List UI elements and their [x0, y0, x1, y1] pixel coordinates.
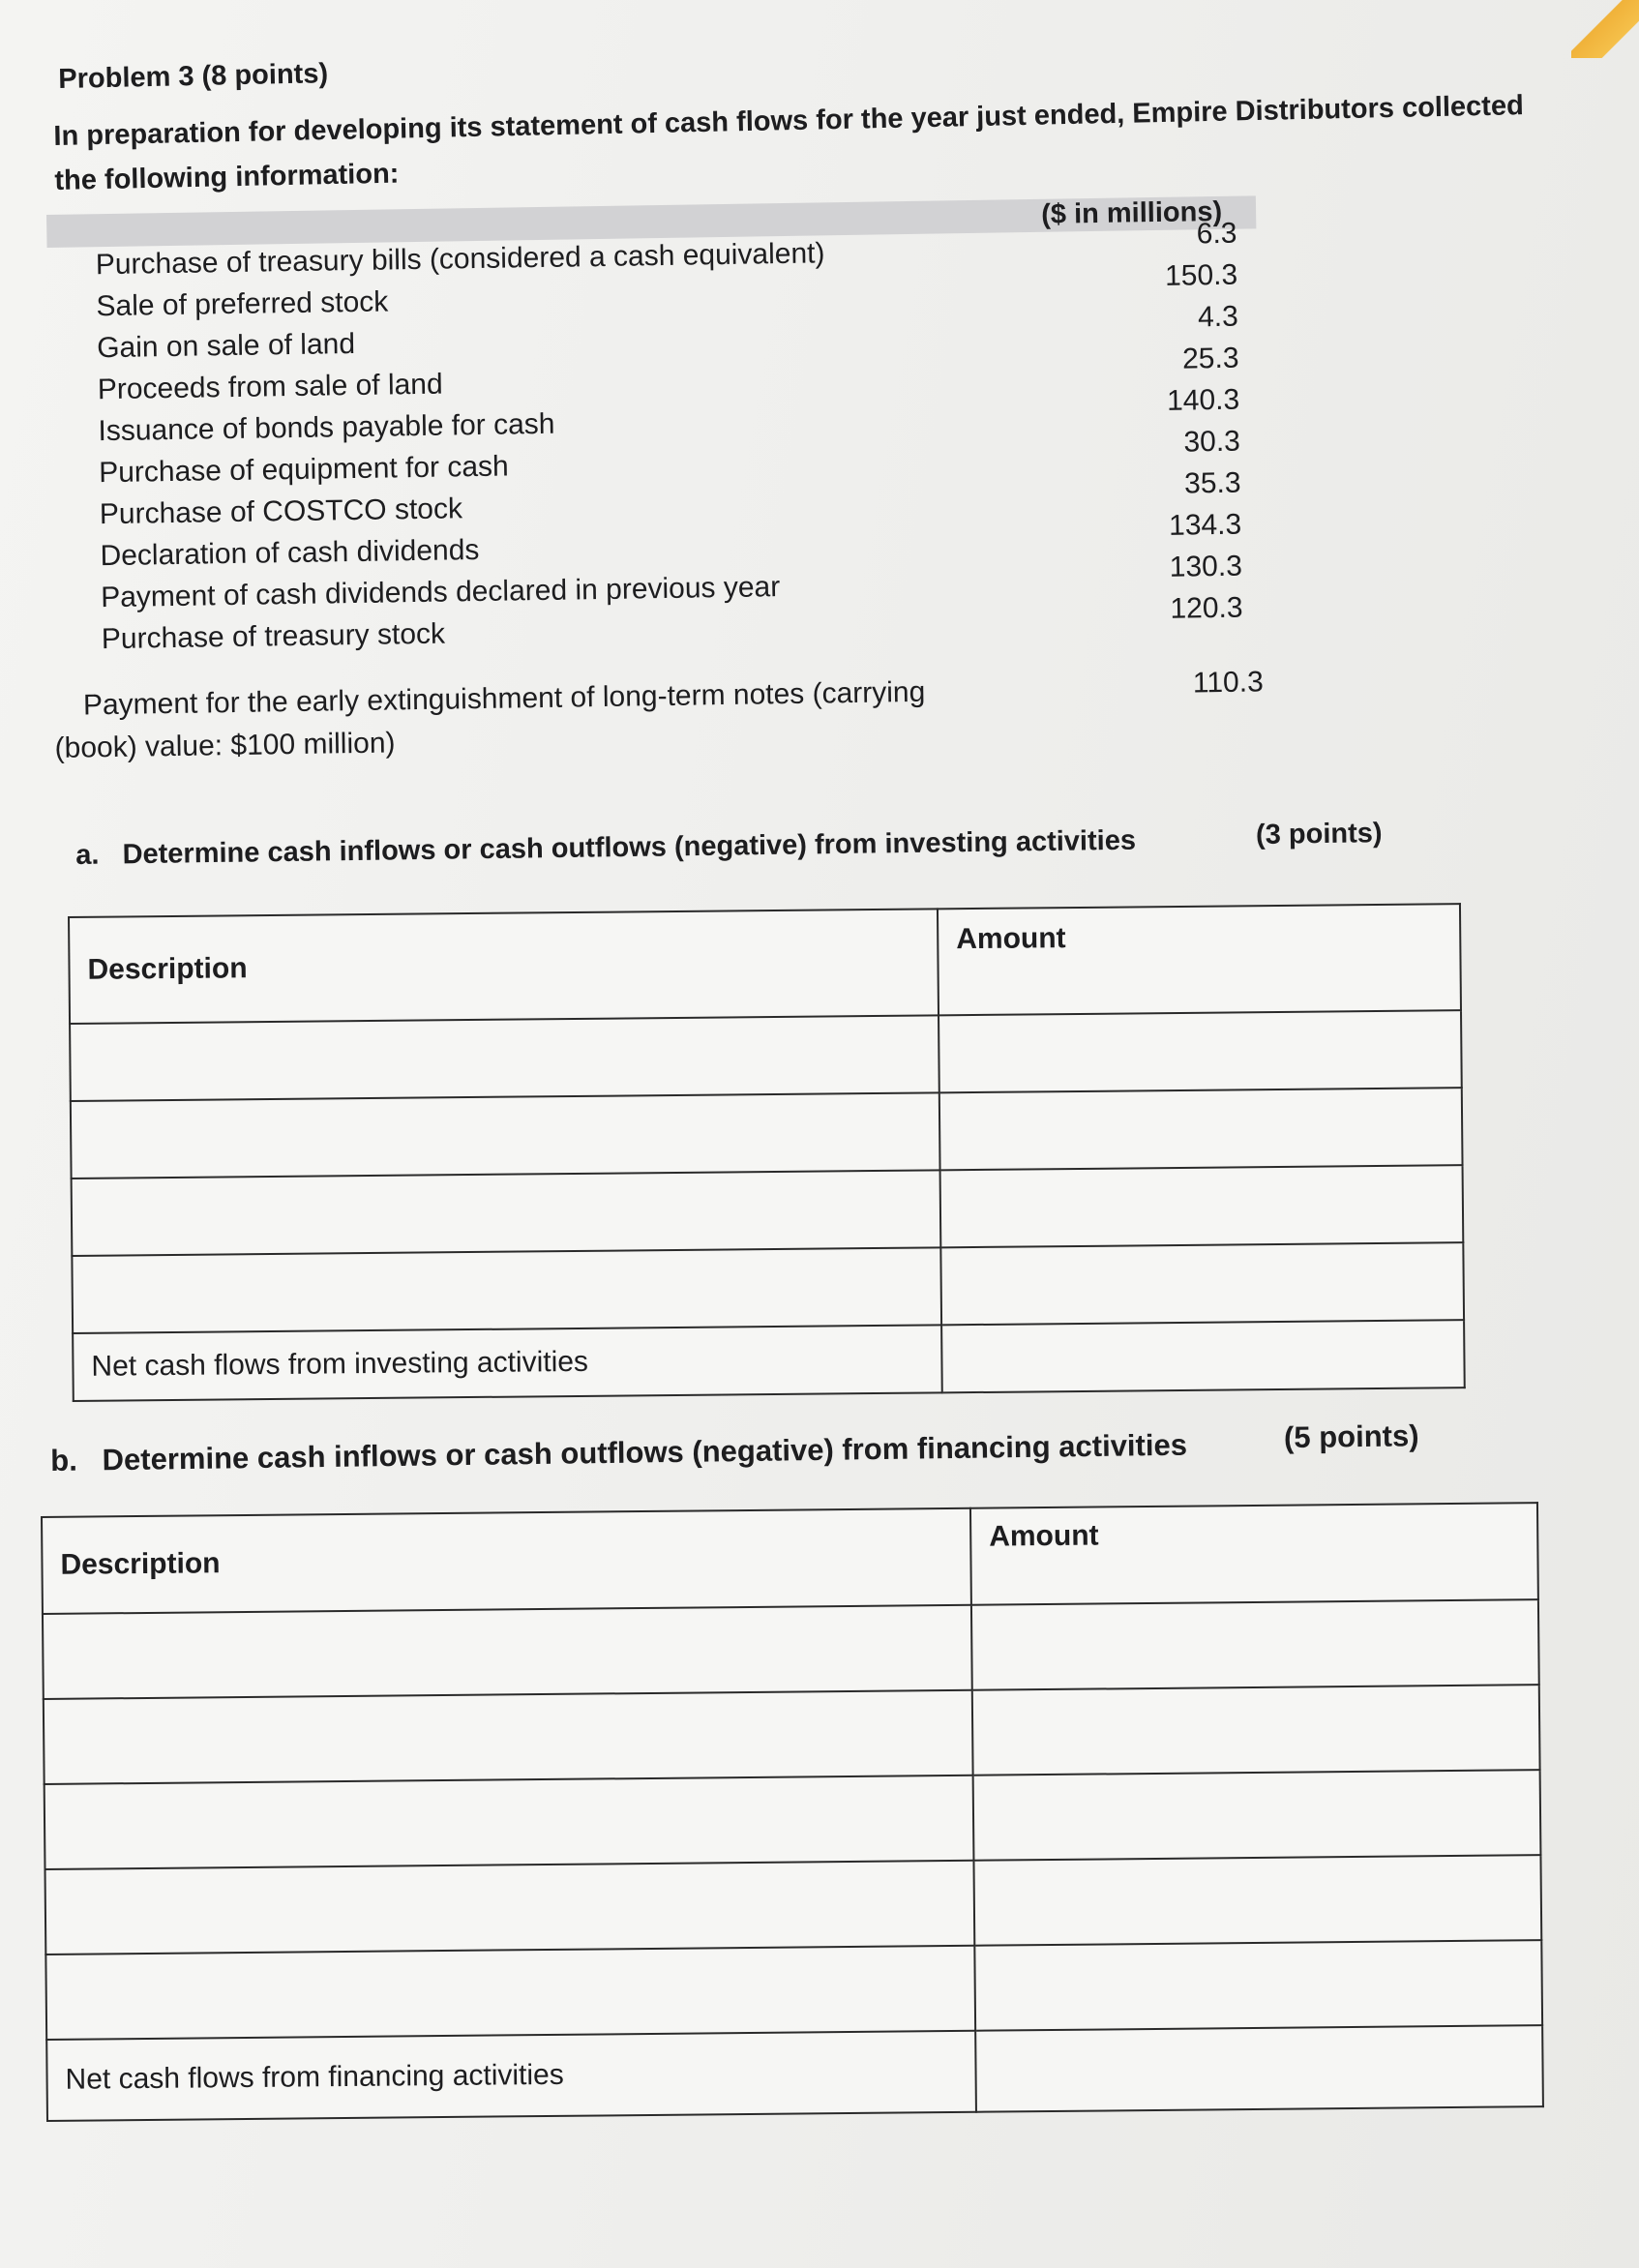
- part-b-marker: b.: [50, 1443, 78, 1477]
- table-header-row: [42, 1503, 1538, 1614]
- investing-answer-table: [68, 903, 1466, 1402]
- info-row-label: Declaration of cash dividends: [100, 534, 480, 573]
- part-a-question: [75, 818, 1391, 872]
- amount-cell[interactable]: [971, 1599, 1539, 1690]
- table-row: [72, 1242, 1464, 1333]
- info-row-label: Sale of preferred stock: [96, 285, 389, 323]
- info-row-value: 150.3: [1164, 258, 1238, 292]
- table-header-row: [69, 904, 1461, 1024]
- info-row-label: Gain on sale of land: [96, 328, 356, 365]
- amount-cell[interactable]: [939, 1088, 1463, 1170]
- description-header: Description: [69, 909, 939, 1024]
- info-row-value: 110.3: [1192, 666, 1264, 700]
- info-row-value: 6.3: [1196, 217, 1237, 251]
- net-investing-amount-cell[interactable]: [941, 1320, 1465, 1392]
- table-row: [71, 1088, 1463, 1179]
- information-table: [46, 195, 1265, 762]
- amount-cell[interactable]: [972, 1685, 1540, 1776]
- description-cell[interactable]: [71, 1092, 940, 1179]
- amount-cell[interactable]: [939, 1010, 1462, 1092]
- info-row-label: [54, 671, 927, 770]
- description-cell[interactable]: [72, 1247, 941, 1333]
- amount-header: Amount: [970, 1503, 1538, 1605]
- amount-cell[interactable]: [973, 1855, 1541, 1946]
- part-b-points: (5 points): [1283, 1418, 1419, 1455]
- info-row-label: Purchase of COSTCO stock: [99, 492, 463, 531]
- table-row: [45, 1770, 1541, 1869]
- part-a-marker: a.: [75, 839, 100, 871]
- info-row-value: 4.3: [1197, 300, 1239, 334]
- problem-title: Problem 3 (8 points): [58, 58, 329, 95]
- info-row-value: 130.3: [1169, 550, 1243, 583]
- info-row-label: Purchase of treasury bills (considered a cash equivalent): [95, 237, 825, 282]
- information-rows: [47, 217, 1264, 664]
- description-cell[interactable]: [45, 1776, 974, 1869]
- problem-intro: In preparation for developing its statement of cash flows for the year just ended, Empire Distributors collected the following information:: [53, 90, 1525, 196]
- net-financing-label: Net cash flows from financing activities: [46, 2031, 976, 2121]
- description-header: Description: [42, 1508, 971, 1614]
- description-cell[interactable]: [70, 1015, 939, 1101]
- description-cell[interactable]: [43, 1605, 972, 1699]
- info-row-value: 25.3: [1181, 342, 1239, 375]
- info-row-label: Proceeds from sale of land: [97, 368, 443, 406]
- table-row: [72, 1165, 1464, 1256]
- info-row-value: 120.3: [1170, 591, 1243, 625]
- table-footer-row: [73, 1320, 1465, 1401]
- amount-cell[interactable]: [974, 1940, 1542, 2031]
- info-row-label-line1: Payment for the early extinguishment of long-term notes (carrying: [82, 675, 926, 722]
- net-investing-label: Net cash flows from investing activities: [73, 1325, 942, 1401]
- financing-answer-table: [41, 1502, 1544, 2122]
- amount-header: Amount: [938, 904, 1461, 1015]
- description-cell[interactable]: [72, 1170, 941, 1256]
- info-row-value: 140.3: [1166, 383, 1240, 417]
- table-row: [45, 1940, 1542, 2040]
- info-row-label-line2: (book) value: $100 million): [54, 727, 396, 764]
- table-row: [44, 1685, 1540, 1784]
- description-cell[interactable]: [44, 1690, 973, 1784]
- table-row: [45, 1855, 1542, 1955]
- description-cell[interactable]: [45, 1946, 975, 2040]
- amount-cell[interactable]: [973, 1770, 1541, 1861]
- part-b-text: Determine cash inflows or cash outflows (negative) from financing activities: [102, 1427, 1188, 1477]
- info-row-label: Issuance of bonds payable for cash: [98, 407, 555, 448]
- info-row-long: [54, 666, 1265, 762]
- info-row-value: 35.3: [1183, 466, 1241, 500]
- table-row: [43, 1599, 1539, 1699]
- info-row-label: Purchase of equipment for cash: [98, 450, 509, 490]
- net-financing-amount-cell[interactable]: [975, 2025, 1543, 2112]
- description-cell[interactable]: [45, 1861, 975, 1955]
- info-row-value: 30.3: [1183, 425, 1241, 459]
- part-a-points: (3 points): [1255, 818, 1383, 850]
- info-row-label: Purchase of treasury stock: [101, 617, 446, 656]
- pencil-tip: [1571, 0, 1639, 58]
- unit-header: ($ in millions): [1040, 195, 1223, 230]
- amount-cell[interactable]: [940, 1242, 1464, 1325]
- table-footer-row: [46, 2025, 1543, 2121]
- amount-cell[interactable]: [940, 1165, 1464, 1247]
- info-row-value: 134.3: [1168, 508, 1242, 542]
- table-row: [70, 1010, 1462, 1101]
- part-b-question: [50, 1418, 1453, 1478]
- info-row-label: Payment of cash dividends declared in previous year: [100, 571, 781, 614]
- part-a-text: Determine cash inflows or cash outflows (negative) from investing activities: [122, 824, 1137, 871]
